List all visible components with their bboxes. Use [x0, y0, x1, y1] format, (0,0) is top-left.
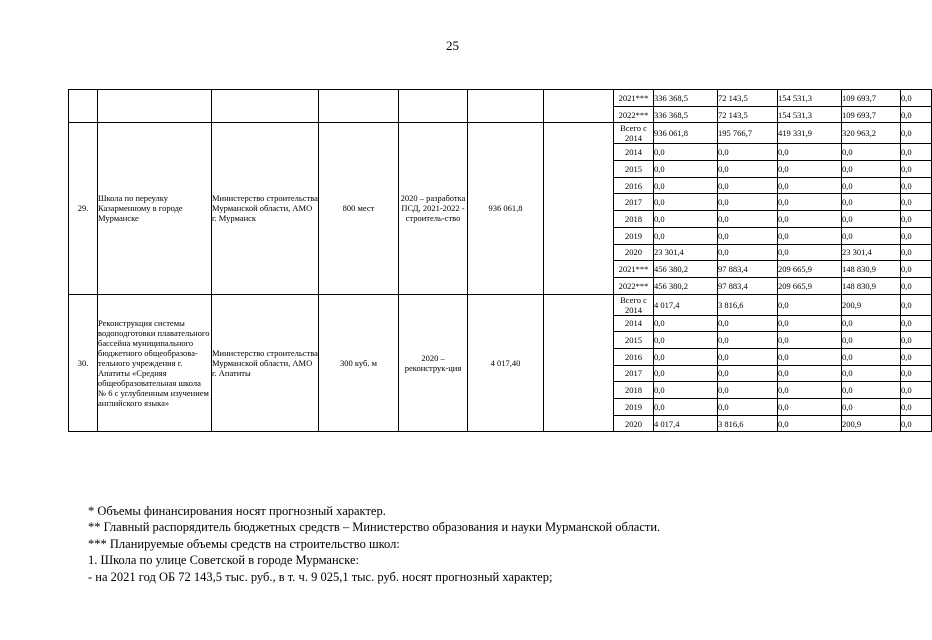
- value-cell: 23 301,4: [654, 244, 718, 261]
- value-cell: 0,0: [901, 177, 932, 194]
- value-cell: 200,9: [842, 415, 901, 432]
- value-cell: 0,0: [778, 194, 842, 211]
- value-cell: 0,0: [718, 194, 778, 211]
- value-cell: 0,0: [778, 177, 842, 194]
- period: 2020 – реконструк-ция: [399, 294, 468, 432]
- year-cell: 2020: [614, 415, 654, 432]
- value-cell: 0,0: [842, 382, 901, 399]
- footnotes: [88, 503, 888, 585]
- value-cell: 0,0: [842, 177, 901, 194]
- value-cell: 0,0: [778, 211, 842, 228]
- year-cell: 2018: [614, 211, 654, 228]
- year-cell: 2019: [614, 227, 654, 244]
- value-cell: 456 380,2: [654, 277, 718, 294]
- empty-cell: [69, 90, 98, 123]
- value-cell: 0,0: [718, 177, 778, 194]
- value-cell: 336 368,5: [654, 90, 718, 107]
- footnote: - на 2021 год ОБ 72 143,5 тыс. руб., в т. ч. 9 025,1 тыс. руб. носят прогнозный характер;: [88, 569, 553, 584]
- value-cell: 0,0: [718, 315, 778, 332]
- value-cell: 0,0: [901, 244, 932, 261]
- empty-cell: [98, 90, 212, 123]
- footnote: 1. Школа по улице Советской в городе Мурманске:: [88, 553, 360, 568]
- capacity: 800 мест: [319, 123, 399, 294]
- financing-table: [68, 89, 932, 432]
- value-cell: 0,0: [778, 244, 842, 261]
- value-cell: 0,0: [654, 177, 718, 194]
- value-cell: 0,0: [718, 399, 778, 416]
- value-cell: 0,0: [842, 315, 901, 332]
- value-cell: 0,0: [901, 106, 932, 123]
- value-cell: 0,0: [842, 332, 901, 349]
- year-cell: 2015: [614, 332, 654, 349]
- value-cell: 0,0: [718, 211, 778, 228]
- year-cell: 2016: [614, 177, 654, 194]
- empty-cell: [544, 294, 614, 432]
- value-cell: 0,0: [718, 227, 778, 244]
- year-cell: Всего с 2014: [614, 123, 654, 144]
- value-cell: 0,0: [901, 194, 932, 211]
- value-cell: 0,0: [778, 294, 842, 315]
- value-cell: 0,0: [778, 161, 842, 178]
- capacity: 300 куб. м: [319, 294, 399, 432]
- table-row: [69, 90, 932, 107]
- year-cell: 2017: [614, 365, 654, 382]
- value-cell: 154 531,3: [778, 90, 842, 107]
- empty-cell: [212, 90, 319, 123]
- footnote: ** Главный распорядитель бюджетных средств – Министерство образования и науки Мурманской области.: [88, 520, 661, 535]
- value-cell: 0,0: [901, 261, 932, 278]
- footnote: * Объемы финансирования носят прогнозный характер.: [88, 504, 386, 518]
- value-cell: 195 766,7: [718, 123, 778, 144]
- year-cell: Всего с 2014: [614, 294, 654, 315]
- value-cell: 0,0: [778, 365, 842, 382]
- value-cell: 0,0: [901, 123, 932, 144]
- value-cell: 419 331,9: [778, 123, 842, 144]
- table-body: [69, 90, 932, 432]
- value-cell: 0,0: [901, 227, 932, 244]
- value-cell: 0,0: [778, 227, 842, 244]
- value-cell: 0,0: [654, 194, 718, 211]
- value-cell: 3 816,6: [718, 294, 778, 315]
- object-name: Реконструкция системы водоподготовки плавательного бассейна муниципального бюджетного общеобразова-тельного учреждения г. Апатиты «Средняя общеобразовательная школа № 6 с углубленным изучением английского языка»: [98, 294, 212, 432]
- year-cell: 2018: [614, 382, 654, 399]
- value-cell: 0,0: [901, 382, 932, 399]
- value-cell: 0,0: [842, 161, 901, 178]
- year-cell: 2021***: [614, 261, 654, 278]
- customer: Министерство строительства Мурманской области, АМО г. Апатиты: [212, 294, 319, 432]
- year-cell: 2014: [614, 315, 654, 332]
- value-cell: 320 963,2: [842, 123, 901, 144]
- customer: Министерство строительства Мурманской области, АМО г. Мурманск: [212, 123, 319, 294]
- value-cell: 0,0: [718, 161, 778, 178]
- value-cell: 154 531,3: [778, 106, 842, 123]
- year-cell: 2022***: [614, 277, 654, 294]
- value-cell: 456 380,2: [654, 261, 718, 278]
- year-cell: 2014: [614, 144, 654, 161]
- value-cell: 109 693,7: [842, 90, 901, 107]
- value-cell: 3 816,6: [718, 415, 778, 432]
- value-cell: 0,0: [778, 144, 842, 161]
- year-cell: 2017: [614, 194, 654, 211]
- value-cell: 0,0: [901, 315, 932, 332]
- entry-number: 29.: [69, 123, 98, 294]
- value-cell: 97 883,4: [718, 261, 778, 278]
- value-cell: 0,0: [842, 144, 901, 161]
- entry-number: 30.: [69, 294, 98, 432]
- estimated-cost: 936 061,8: [468, 123, 544, 294]
- value-cell: 0,0: [901, 277, 932, 294]
- value-cell: 72 143,5: [718, 106, 778, 123]
- value-cell: 0,0: [654, 227, 718, 244]
- value-cell: 0,0: [778, 382, 842, 399]
- value-cell: 0,0: [654, 332, 718, 349]
- value-cell: 0,0: [842, 211, 901, 228]
- value-cell: 0,0: [654, 144, 718, 161]
- estimated-cost: 4 017,40: [468, 294, 544, 432]
- value-cell: 0,0: [778, 332, 842, 349]
- value-cell: 0,0: [778, 415, 842, 432]
- value-cell: 0,0: [901, 365, 932, 382]
- value-cell: 0,0: [901, 90, 932, 107]
- object-name: Школа по переулку Казарменному в городе Мурманске: [98, 123, 212, 294]
- value-cell: 336 368,5: [654, 106, 718, 123]
- year-cell: 2016: [614, 348, 654, 365]
- value-cell: 0,0: [718, 244, 778, 261]
- value-cell: 0,0: [842, 399, 901, 416]
- value-cell: 4 017,4: [654, 415, 718, 432]
- value-cell: 0,0: [842, 194, 901, 211]
- value-cell: 0,0: [842, 348, 901, 365]
- empty-cell: [544, 123, 614, 294]
- value-cell: 0,0: [718, 365, 778, 382]
- value-cell: 109 693,7: [842, 106, 901, 123]
- value-cell: 0,0: [901, 144, 932, 161]
- value-cell: 0,0: [901, 399, 932, 416]
- year-cell: 2020: [614, 244, 654, 261]
- empty-cell: [319, 90, 399, 123]
- value-cell: 0,0: [718, 144, 778, 161]
- value-cell: 0,0: [654, 315, 718, 332]
- page-number: 25: [446, 38, 459, 53]
- value-cell: 0,0: [901, 211, 932, 228]
- value-cell: 0,0: [778, 399, 842, 416]
- value-cell: 0,0: [901, 294, 932, 315]
- footnote: *** Планируемые объемы средств на строительство школ:: [88, 536, 400, 551]
- value-cell: 0,0: [718, 332, 778, 349]
- empty-cell: [468, 90, 544, 123]
- value-cell: 0,0: [901, 415, 932, 432]
- value-cell: 0,0: [842, 365, 901, 382]
- value-cell: 0,0: [778, 348, 842, 365]
- value-cell: 72 143,5: [718, 90, 778, 107]
- empty-cell: [544, 90, 614, 123]
- value-cell: 209 665,9: [778, 277, 842, 294]
- table-row: [69, 123, 932, 144]
- value-cell: 0,0: [654, 399, 718, 416]
- value-cell: 0,0: [654, 348, 718, 365]
- value-cell: 209 665,9: [778, 261, 842, 278]
- value-cell: 148 830,9: [842, 261, 901, 278]
- value-cell: 0,0: [718, 348, 778, 365]
- period: 2020 – разработка ПСД, 2021-2022 - строитель-ство: [399, 123, 468, 294]
- value-cell: 0,0: [654, 365, 718, 382]
- value-cell: 200,9: [842, 294, 901, 315]
- value-cell: 0,0: [654, 382, 718, 399]
- year-cell: 2022***: [614, 106, 654, 123]
- value-cell: 0,0: [778, 315, 842, 332]
- value-cell: 0,0: [842, 227, 901, 244]
- year-cell: 2021***: [614, 90, 654, 107]
- year-cell: 2019: [614, 399, 654, 416]
- value-cell: 0,0: [901, 348, 932, 365]
- value-cell: 148 830,9: [842, 277, 901, 294]
- value-cell: 0,0: [654, 161, 718, 178]
- value-cell: 0,0: [901, 161, 932, 178]
- empty-cell: [399, 90, 468, 123]
- table-row: [69, 294, 932, 315]
- value-cell: 0,0: [718, 382, 778, 399]
- value-cell: 97 883,4: [718, 277, 778, 294]
- value-cell: 23 301,4: [842, 244, 901, 261]
- value-cell: 4 017,4: [654, 294, 718, 315]
- year-cell: 2015: [614, 161, 654, 178]
- value-cell: 0,0: [901, 332, 932, 349]
- value-cell: 0,0: [654, 211, 718, 228]
- value-cell: 936 061,8: [654, 123, 718, 144]
